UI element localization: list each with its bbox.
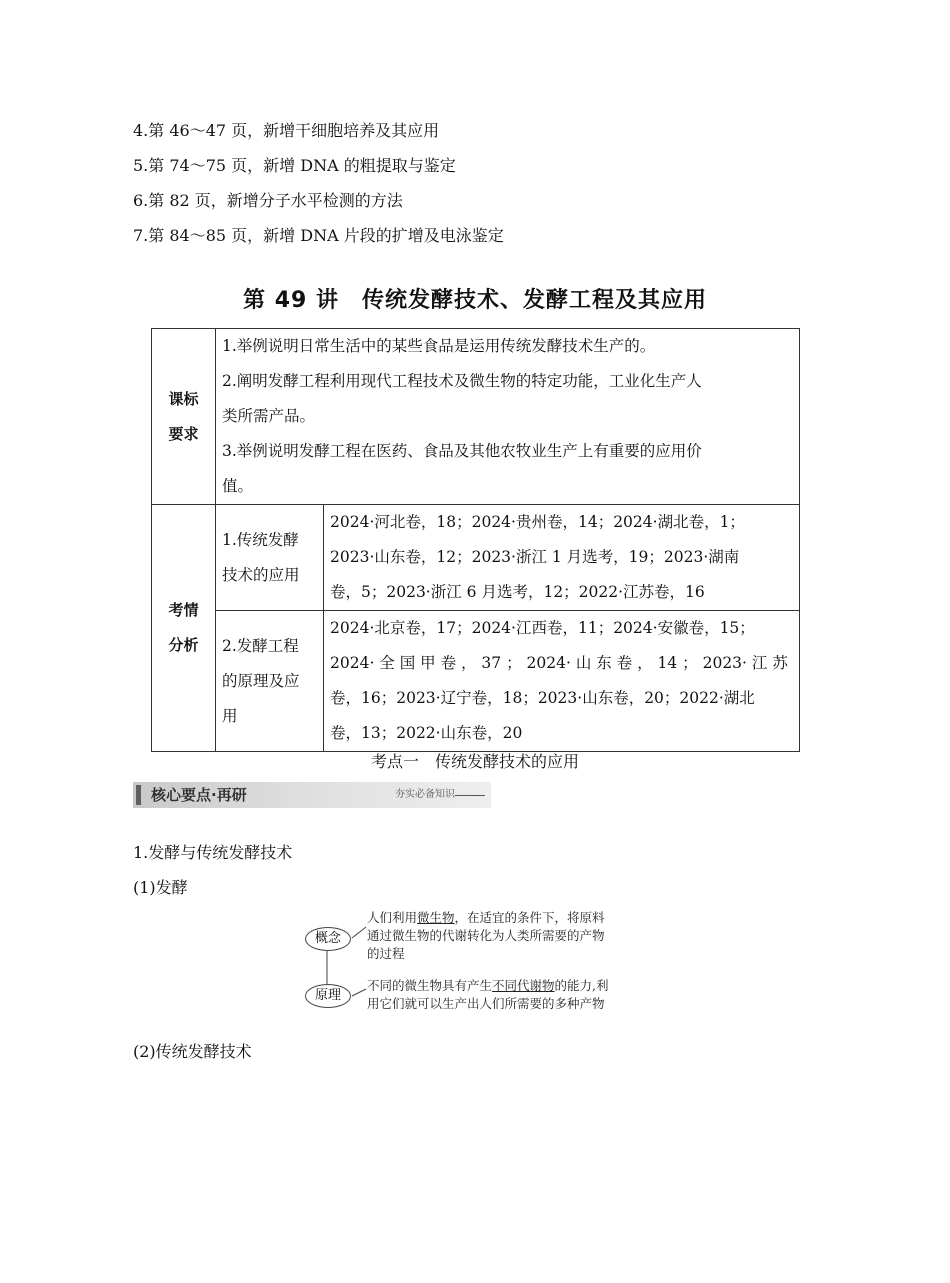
fermentation-diagram — [300, 905, 650, 1015]
analysis-header — [152, 505, 216, 752]
curriculum-header-line-2: 要求 — [168, 424, 199, 443]
curriculum-line: 3.举例说明发酵工程在医药、食品及其他农牧业生产上有重要的应用价 — [222, 442, 702, 460]
curriculum-line: 2.阐明发酵工程利用现代工程技术及微生物的特定功能，工业化生产人 — [222, 372, 702, 390]
curriculum-header-line-1: 课标 — [168, 389, 199, 408]
concept-line-1c: ，在适宜的条件下，将原料 — [454, 910, 605, 925]
exam-line: 卷，13；2022·山东卷，20 — [330, 724, 523, 742]
banner-title: 核心要点·再研 — [151, 786, 247, 804]
principle-keyword: 不同代谢物 — [492, 978, 555, 993]
section-caption: 考点一 传统发酵技术的应用 — [370, 752, 579, 771]
analysis-row-2 — [152, 611, 800, 752]
heading-1-1: (1)发酵 — [133, 878, 188, 897]
principle-line-1a: 不同的微生物具有产生 — [367, 978, 493, 993]
principle-node: 原理 — [305, 984, 351, 1008]
exam-line: 2024·河北卷，18；2024·贵州卷，14；2024·湖北卷，1； — [330, 513, 745, 531]
concept-line-2: 通过微生物的代谢转化为人类所需要的产物 — [367, 928, 605, 943]
topic-line: 的原理及应 — [222, 671, 300, 690]
curriculum-line: 值。 — [222, 477, 254, 495]
analysis-exams-1 — [324, 505, 800, 611]
analysis-topic-1 — [216, 505, 324, 611]
exam-line: 2024·北京卷，17；2024·江西卷，11；2024·安徽卷，15； — [330, 619, 755, 637]
concept-line-1 — [367, 909, 605, 927]
curriculum-table — [151, 328, 800, 752]
principle-line-1 — [367, 977, 609, 995]
exam-line: 2024· 全 国 甲 卷 ， 37 ； 2024· 山 东 卷 ， 14 ； 2023· 江 苏 — [330, 654, 788, 672]
connector-concept — [352, 927, 366, 938]
heading-1: 1.发酵与传统发酵技术 — [133, 843, 293, 862]
curriculum-row — [152, 329, 800, 505]
curriculum-line: 1.举例说明日常生活中的某些食品是运用传统发酵技术生产的。 — [222, 337, 656, 355]
banner-rule — [455, 795, 485, 796]
banner-subtitle: 夯实必备知识 — [395, 789, 455, 800]
exam-line: 卷，5；2023·浙江 6 月选考，12；2022·江苏卷，16 — [330, 583, 705, 601]
section-banner — [133, 782, 491, 808]
analysis-topic-2 — [216, 611, 324, 752]
analysis-header-line-2: 分析 — [168, 636, 199, 654]
concept-node: 概念 — [305, 927, 351, 951]
concept-line-1a: 人们利用 — [367, 910, 418, 925]
banner-bar — [136, 785, 141, 805]
analysis-exams-2 — [324, 611, 800, 752]
analysis-row-1 — [152, 505, 800, 611]
curriculum-content — [216, 329, 800, 505]
curriculum-header — [152, 329, 216, 505]
analysis-header-line-1: 考情 — [168, 601, 199, 619]
topic-line: 技术的应用 — [222, 565, 300, 584]
topic-line: 用 — [222, 706, 238, 725]
principle-line-2: 用它们就可以生产出人们所需要的多种产物 — [367, 996, 605, 1011]
curriculum-line: 类所需产品。 — [222, 407, 316, 425]
exam-line: 卷，16；2023·辽宁卷，18；2023·山东卷，20；2022·湖北 — [330, 689, 755, 707]
heading-1-2: (2)传统发酵技术 — [133, 1042, 252, 1061]
topic-line: 2.发酵工程 — [222, 636, 299, 655]
connector-principle — [352, 989, 366, 996]
lecture-title: 第 49 讲 传统发酵技术、发酵工程及其应用 — [243, 288, 707, 313]
intro-line-6: 6.第 82 页，新增分子水平检测的方法 — [133, 191, 403, 210]
intro-line-5: 5.第 74～75 页，新增 DNA 的粗提取与鉴定 — [133, 156, 456, 175]
concept-keyword: 微生物 — [417, 910, 455, 925]
principle-line-1c: 的能力,利 — [554, 978, 609, 993]
intro-line-4: 4.第 46～47 页，新增干细胞培养及其应用 — [133, 121, 440, 140]
exam-line: 2023·山东卷，12；2023·浙江 1 月选考，19；2023·湖南 — [330, 548, 740, 566]
concept-line-3: 的过程 — [367, 946, 405, 961]
intro-line-7: 7.第 84～85 页，新增 DNA 片段的扩增及电泳鉴定 — [133, 226, 504, 245]
topic-line: 1.传统发酵 — [222, 530, 299, 549]
